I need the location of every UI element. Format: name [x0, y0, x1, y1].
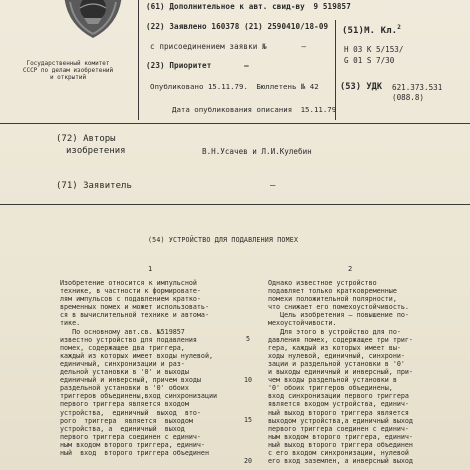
field-22-label: (22) Заявлено — [146, 22, 207, 31]
column-number-1: 1 — [148, 265, 153, 273]
text-line: триггеров объединены,вход синхронизации — [60, 392, 218, 401]
field-23-value: — — [244, 61, 249, 70]
field-53-label: (53) УДК — [340, 82, 383, 92]
invention-title: (54) УСТРОЙСТВО ДЛЯ ПОДАВЛЕНИЯ ПОМЕХ — [148, 236, 299, 244]
text-line: По основному авт.св. №519857 — [60, 327, 185, 336]
authors-label-1: (72) Авторы — [56, 134, 116, 144]
text-line: ным входом второго триггера, единич- — [268, 432, 413, 441]
text-line: подавляет только кратковременные — [268, 287, 397, 296]
published-label: Опубликовано — [150, 82, 204, 91]
text-line: давления помех, содержащее три триг- — [268, 335, 413, 344]
field-51-label: (51)М. Кл. — [342, 26, 398, 36]
text-line: первого триггера соединен с единич- — [268, 424, 409, 433]
field-61-label: (61) Дополнительное к авт. свид-ву — [146, 2, 305, 11]
text-line: '0' обоих триггеров объединены, — [268, 384, 393, 393]
text-line: рого триггера является выходом — [60, 416, 193, 425]
right-text-column — [268, 279, 466, 465]
text-line: тике. — [60, 319, 81, 328]
text-line: Однако известное устройство — [268, 279, 377, 287]
text-line: известно устройство для подавления — [60, 335, 197, 344]
text-line: временных помех и может использовать- — [60, 303, 209, 312]
applicant-label: (71) Заявитель — [56, 181, 132, 191]
header-divider — [138, 0, 139, 120]
column-number-2: 2 — [348, 265, 353, 273]
field-attach-value: — — [301, 42, 307, 51]
authors-names: В.Н.Усачев и Л.И.Кулебин — [202, 147, 312, 156]
text-line: зации и раздельной установки в '0' — [268, 359, 405, 368]
published-date: 15.11.79. — [207, 82, 248, 91]
field-21-label: (21) — [244, 22, 263, 31]
bulletin-label: Бюллетень № — [256, 82, 306, 91]
text-line: является входом устройства, единич- — [268, 400, 409, 409]
text-line: и выходы единичный и инверсный, при- — [268, 368, 413, 377]
text-line: лям импульсов с подавлением кратко- — [60, 295, 201, 304]
text-line: дельной установки в '0' и выходы — [60, 368, 189, 377]
header-rule — [0, 123, 470, 124]
text-line: каждый из которых имеет входы нулевой, — [60, 351, 213, 360]
field-51-sup: 2 — [397, 24, 401, 31]
text-line: ся в вычислительной технике и автома- — [60, 311, 209, 320]
text-line: что снижает его помехоустойчивость. — [268, 303, 409, 312]
agency-name: Государственный комитет СССР по делам изобретений и открытий — [22, 60, 114, 82]
text-line: первого триггера соединен с единич- — [60, 432, 201, 441]
text-line: ный выход второго триггера объединен — [268, 440, 413, 449]
text-line: Цель изобретения – повышение по- — [268, 311, 409, 320]
ipc-code-1: Н 03 К 5/153/ — [344, 45, 404, 54]
field-attach-label: с присоединением заявки № — [150, 42, 267, 51]
text-line: Для этого в устройство для по- — [268, 327, 401, 336]
text-line: технике, в частности к формировате- — [60, 287, 201, 296]
bulletin-number: 42 — [309, 82, 319, 91]
field-22-date: 160378 — [211, 22, 240, 31]
text-line: ным входом второго триггера, единич- — [60, 440, 205, 449]
text-line: единичный, синхронизации и раз- — [60, 359, 185, 368]
udc-code-2: (088.8) — [392, 93, 425, 102]
text-line: помехи положительной полярности, — [268, 295, 397, 304]
line-number-20: 20 — [244, 457, 252, 465]
left-text-column — [60, 279, 242, 457]
text-line: устройства, а единичный выход — [60, 424, 185, 433]
line-number-5: 5 — [246, 335, 250, 343]
text-line: Изобретение относится к импульсной — [60, 279, 197, 287]
udc-code-1: 621.373.531 — [392, 83, 443, 92]
text-line: выходом устройства,а единичный выход — [268, 416, 413, 425]
text-line: его вход заземлен, а инверсный выход — [268, 457, 413, 466]
applicant-value: — — [270, 181, 276, 191]
line-number-15: 15 — [244, 416, 252, 424]
text-line: чем входы раздельной установки в — [268, 376, 397, 385]
text-line: вход синхронизации первого триггера — [268, 392, 409, 401]
text-line: ный выход второго триггера является — [268, 408, 409, 417]
line-number-10: 10 — [244, 376, 252, 384]
text-line: ный вход второго триггера объединен — [60, 448, 209, 457]
text-line: устройства, единичный выход вто- — [60, 408, 201, 417]
text-line: гера, каждый из которых имеет вы- — [268, 343, 401, 352]
desc-date-label: Дата опубликования описания — [172, 105, 293, 114]
desc-date: 15.11.79 — [300, 105, 337, 114]
text-line: мехоустойчивости. — [268, 319, 337, 328]
field-21-value: 2590410/18-09 — [267, 22, 329, 31]
text-line: с его входом синхронизации, нулевой — [268, 448, 409, 457]
text-line: первого триггера является входом — [60, 400, 189, 409]
applicant-rule — [0, 204, 470, 205]
text-line: раздельной установки в '0' обоих — [60, 384, 189, 393]
text-line: помех, содержащее два триггера, — [60, 343, 185, 352]
state-emblem-icon — [60, 0, 126, 42]
ipc-code-2: G 01 S 7/30 — [344, 56, 395, 65]
field-23-label: (23) Приоритет — [146, 61, 212, 70]
field-61-value: 9 519857 — [313, 2, 351, 11]
text-line: ходы нулевой, единичный, синхрони- — [268, 351, 405, 360]
authors-label-2: изобретения — [66, 146, 126, 156]
text-line: единичный и инверсный, причем входы — [60, 376, 201, 385]
